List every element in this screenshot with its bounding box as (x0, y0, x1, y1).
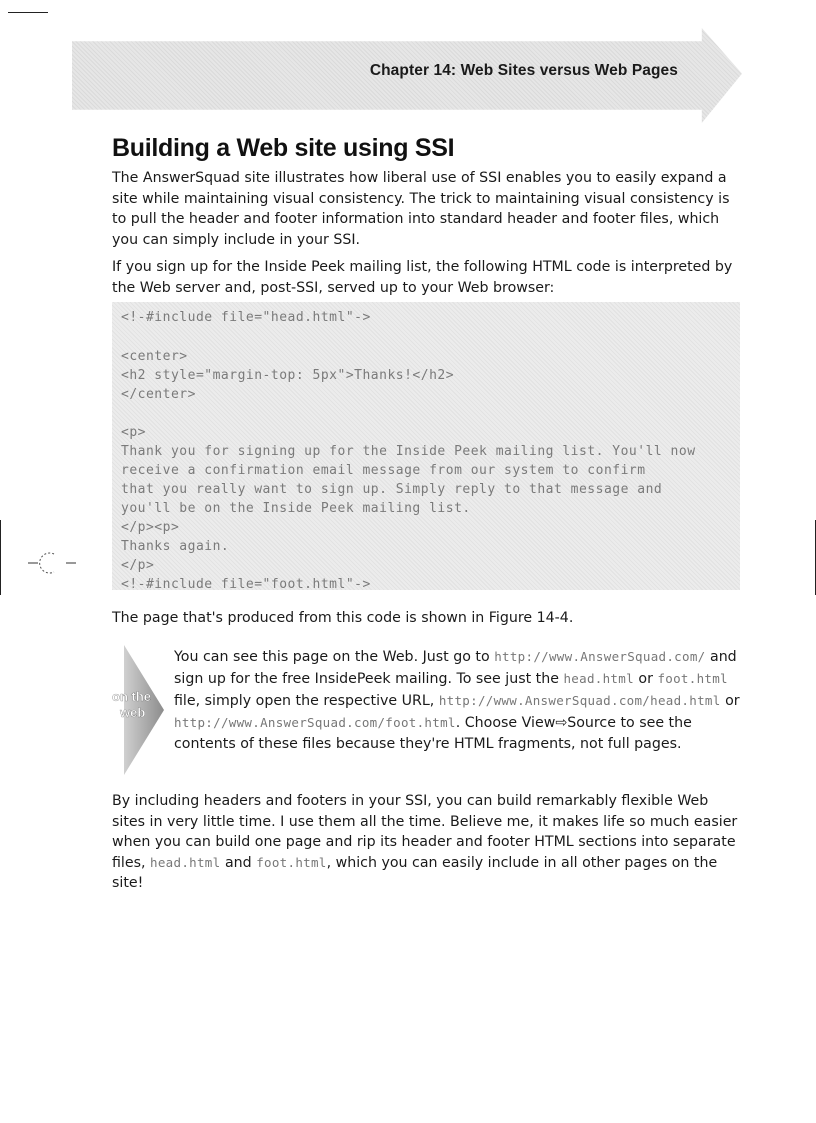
code-line: <p> (121, 425, 146, 440)
intro-paragraph: The AnswerSquad site illustrates how liberal use of SSI enables you to easily expand a site while maintaining visual consistency. The trick to maintaining visual consistency is to pull the header and footer information into standard header and footer files, which you can simply include in your SSI. (112, 170, 730, 248)
note-text: . Choose View (455, 715, 556, 731)
note-text: and sign up for the free InsidePeek mailing. To see just the (174, 649, 737, 687)
head-file-name: head.html (563, 671, 634, 686)
closing-text: By including headers and footers in your SSI, you can build remarkably flexible Web sites in very little time. I use them all the time. Believe me, it makes life so much easier when you can build one page and rip its header and footer HTML sections into separate files, (112, 793, 738, 871)
site-url-link[interactable]: http://www.AnswerSquad.com/ (494, 649, 706, 664)
running-head: Chapter 14: Web Sites versus Web Pages (369, 62, 678, 79)
menu-arrow-icon: ⇨ (555, 715, 568, 731)
icon-label-line1: on the (112, 689, 151, 704)
code-line: you'll be on the Inside Peek mailing list. (121, 501, 471, 516)
signup-paragraph: If you sign up for the Inside Peek mailing list, the following HTML code is interpreted by the Web server and, post-SSI, served up to your Web browser: (112, 259, 733, 296)
code-line: <!-#include file="foot.html"-> (121, 577, 371, 592)
note-text: file, simply open the respective URL, (174, 693, 439, 709)
foot-file-name: foot.html (256, 854, 327, 870)
head-url-link[interactable]: http://www.AnswerSquad.com/head.html (438, 693, 721, 708)
code-line: receive a confirmation email message from our system to confirm (121, 463, 646, 478)
foot-file-name: foot.html (657, 671, 728, 686)
code-line: <!-#include file="head.html"-> (121, 310, 371, 325)
closing-paragraph (112, 791, 742, 894)
icon-label-line2: web (120, 705, 146, 720)
note-text: or (633, 671, 658, 687)
note-text: or (720, 693, 740, 709)
crop-mark-top (8, 12, 48, 13)
head-file-name: head.html (150, 854, 221, 870)
registration-mark-icon (28, 548, 88, 578)
note-text: You can see this page on the Web. Just go to (174, 649, 495, 665)
figure-reference: The page that's produced from this code is shown in Figure 14-4. (112, 610, 574, 626)
code-line: </p> (121, 558, 155, 573)
code-line: </center> (121, 387, 196, 402)
on-the-web-note (174, 646, 742, 755)
code-line: <h2 style="margin-top: 5px">Thanks!</h2> (121, 368, 455, 383)
foot-url-link[interactable]: http://www.AnswerSquad.com/foot.html (174, 715, 456, 730)
closing-text: and (220, 854, 257, 871)
code-line: Thank you for signing up for the Inside Peek mailing list. You'll now (121, 444, 696, 459)
section-title: Building a Web site using SSI (112, 134, 455, 162)
code-line: </p><p> (121, 520, 180, 535)
on-the-web-icon (112, 645, 164, 775)
margin-rule-left (0, 520, 1, 595)
code-line: Thanks again. (121, 539, 230, 554)
code-line: that you really want to sign up. Simply reply to that message and (121, 482, 663, 497)
code-line: <center> (121, 349, 188, 364)
note-text: Source to see the contents of these files because they're HTML fragments, not full pages. (174, 715, 692, 752)
closing-text: , which you can easily include in all other pages on the site! (112, 854, 718, 891)
